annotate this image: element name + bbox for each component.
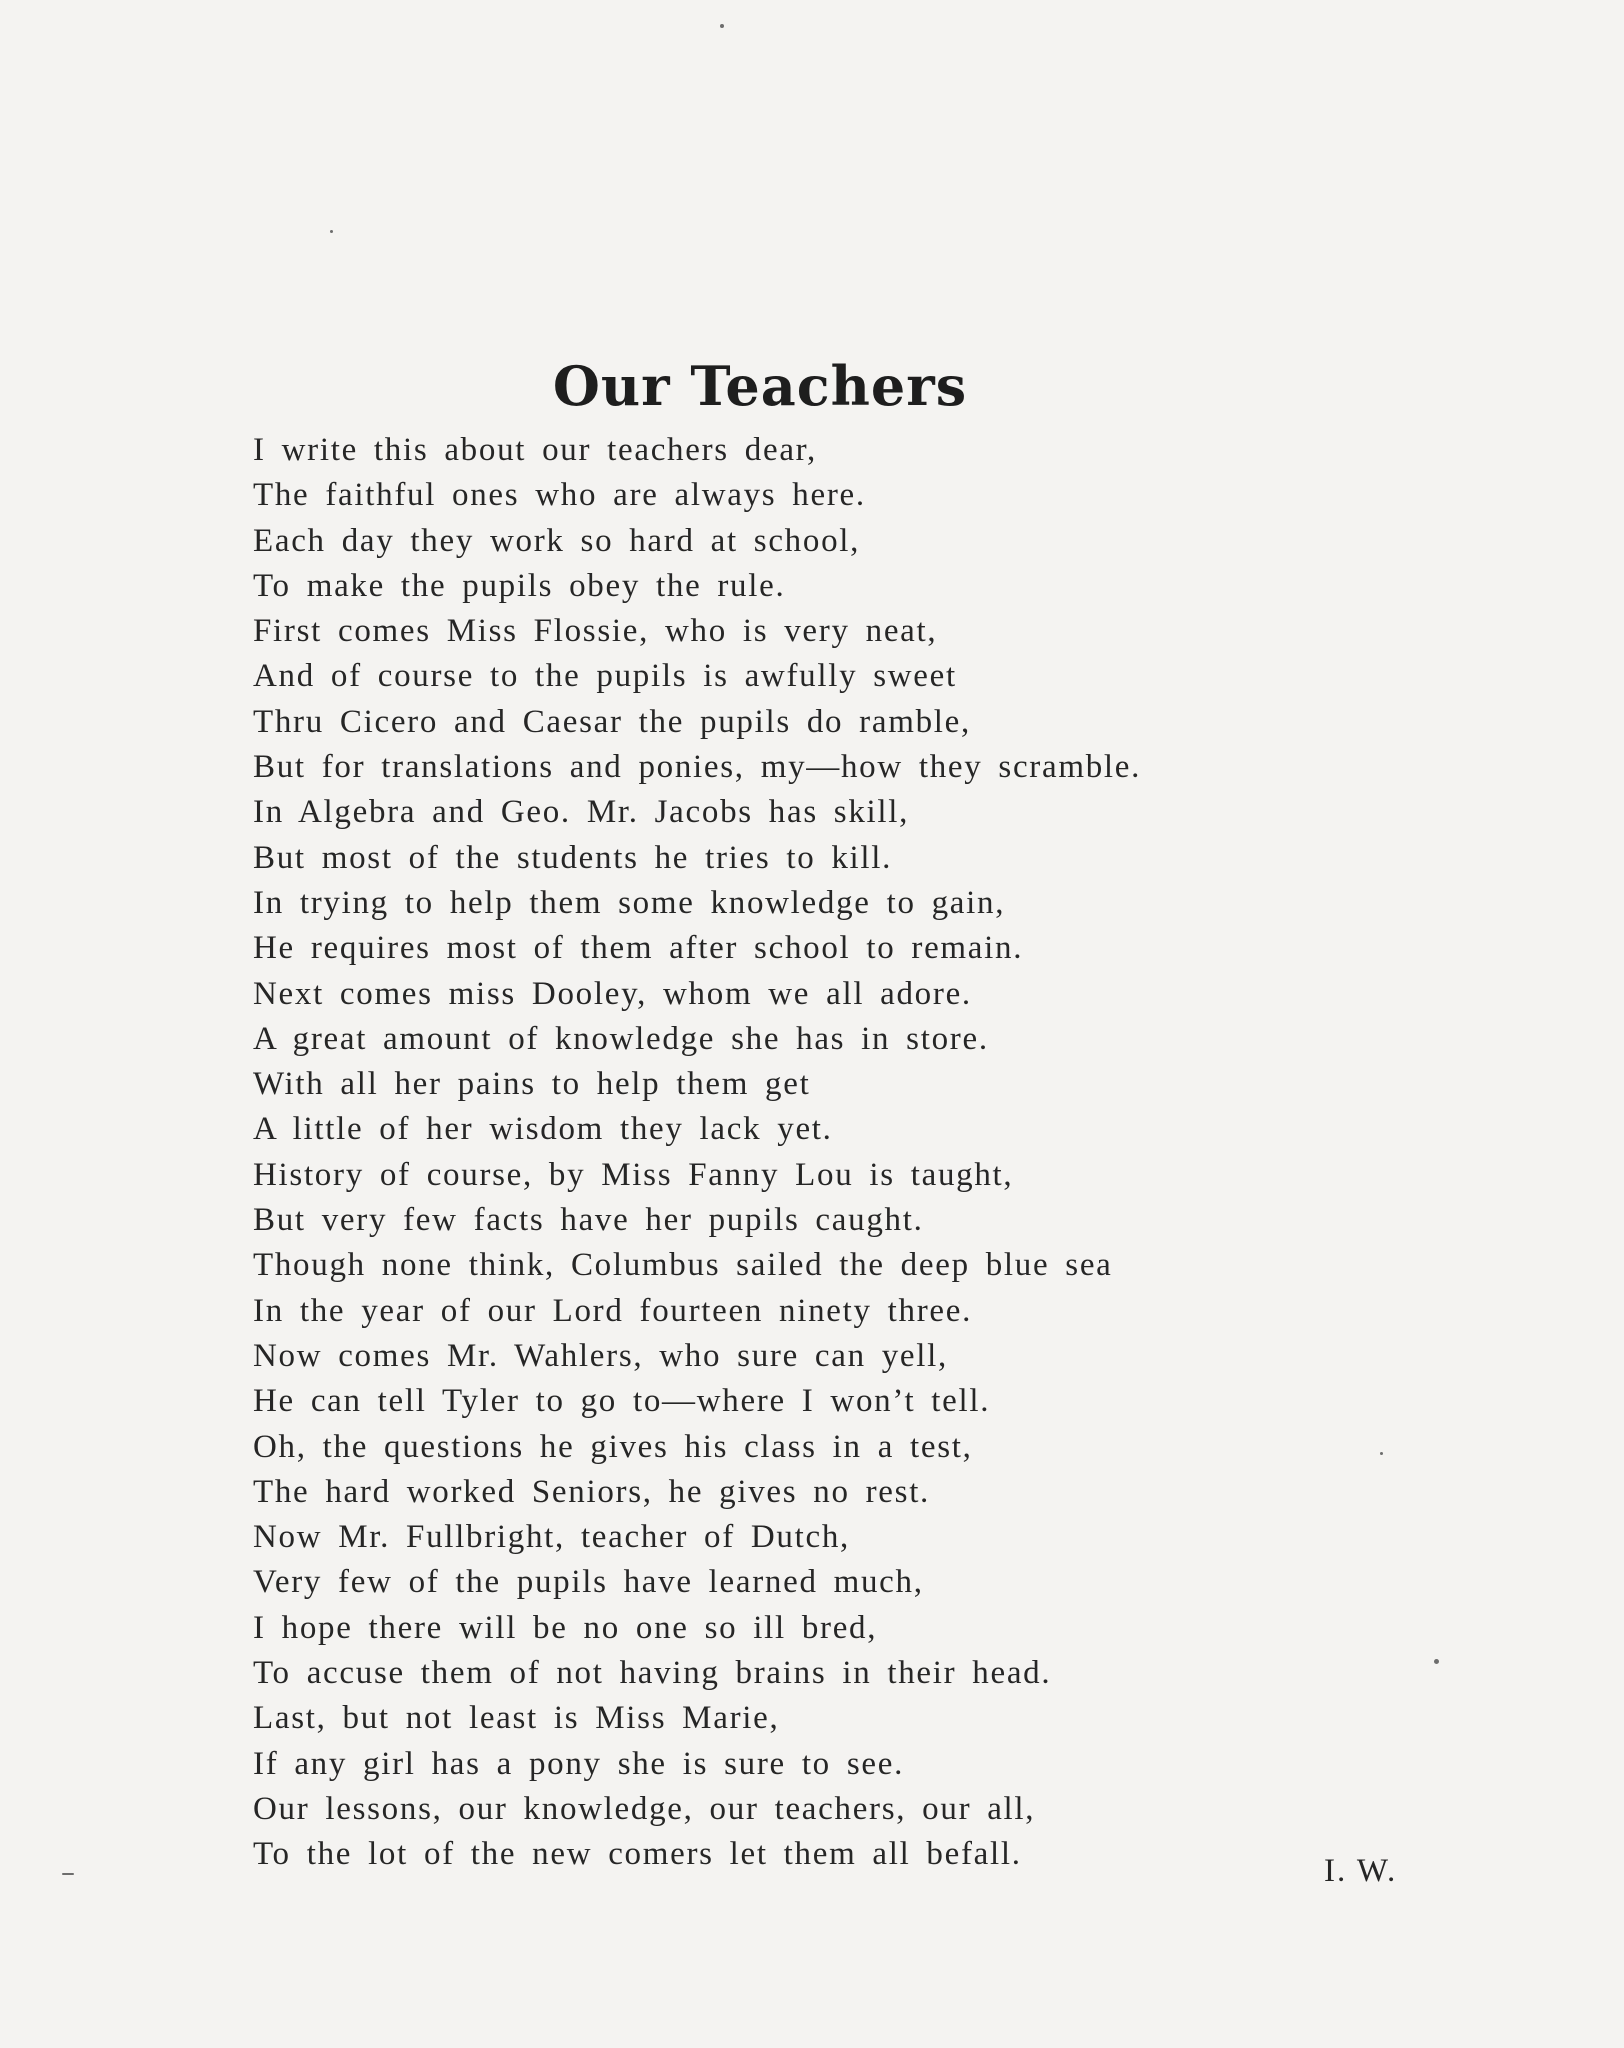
poem-line: Though none think, Columbus sailed the deep blue sea xyxy=(253,1247,1113,1284)
poem-line: With all her pains to help them get xyxy=(253,1066,811,1103)
page-speck xyxy=(1434,1659,1439,1664)
poem-line: But most of the students he tries to kill. xyxy=(253,839,893,876)
poem-line: Thru Cicero and Caesar the pupils do ramble, xyxy=(253,703,971,740)
poem-line: The faithful ones who are always here. xyxy=(253,477,866,514)
poem-body xyxy=(253,428,1373,1878)
poem-line: But for translations and ponies, my—how they scramble. xyxy=(253,749,1142,786)
poem-line: In the year of our Lord fourteen ninety three. xyxy=(253,1292,973,1329)
poem-line: Very few of the pupils have learned much, xyxy=(253,1564,924,1601)
poem-line: Our lessons, our knowledge, our teachers, our all, xyxy=(253,1790,1036,1827)
page-speck xyxy=(330,230,333,233)
poem-line: I write this about our teachers dear, xyxy=(253,432,817,468)
poem-line: Last, but not least is Miss Marie, xyxy=(253,1700,780,1737)
poem-line: In trying to help them some knowledge to gain, xyxy=(253,884,1006,921)
poem-line: Now Mr. Fullbright, teacher of Dutch, xyxy=(253,1519,850,1556)
page-speck xyxy=(720,24,724,28)
poem-line: To the lot of the new comers let them all befall. xyxy=(253,1836,1022,1873)
author-signature: I. W. xyxy=(1324,1853,1398,1889)
poem-line: A little of her wisdom they lack yet. xyxy=(253,1111,833,1148)
poem-line: He requires most of them after school to remain. xyxy=(253,930,1024,967)
poem-line: If any girl has a pony she is sure to see. xyxy=(253,1745,905,1782)
poem-line: I hope there will be no one so ill bred, xyxy=(253,1609,878,1646)
poem-line: To make the pupils obey the rule. xyxy=(253,567,786,604)
poem-line: He can tell Tyler to go to—where I won’t tell. xyxy=(253,1383,991,1420)
poem-line: To accuse them of not having brains in their head. xyxy=(253,1655,1052,1692)
poem-line: A great amount of knowledge she has in store. xyxy=(253,1020,989,1057)
poem-line: Next comes miss Dooley, whom we all adore. xyxy=(253,975,972,1012)
poem-line: Oh, the questions he gives his class in a test, xyxy=(253,1428,973,1465)
poem-line: History of course, by Miss Fanny Lou is taught, xyxy=(253,1156,1014,1193)
poem-line: And of course to the pupils is awfully sweet xyxy=(253,658,957,695)
poem-line: Each day they work so hard at school, xyxy=(253,522,861,559)
page-speck xyxy=(62,1873,74,1875)
poem-line: The hard worked Seniors, he gives no rest. xyxy=(253,1473,931,1510)
poem-line: In Algebra and Geo. Mr. Jacobs has skill, xyxy=(253,794,910,831)
poem-line: But very few facts have her pupils caught. xyxy=(253,1202,924,1239)
poem-line: Now comes Mr. Wahlers, who sure can yell, xyxy=(253,1337,948,1374)
poem-title: Our Teachers xyxy=(552,354,968,419)
poem-line: First comes Miss Flossie, who is very neat, xyxy=(253,613,938,650)
page-speck xyxy=(1380,1452,1383,1455)
